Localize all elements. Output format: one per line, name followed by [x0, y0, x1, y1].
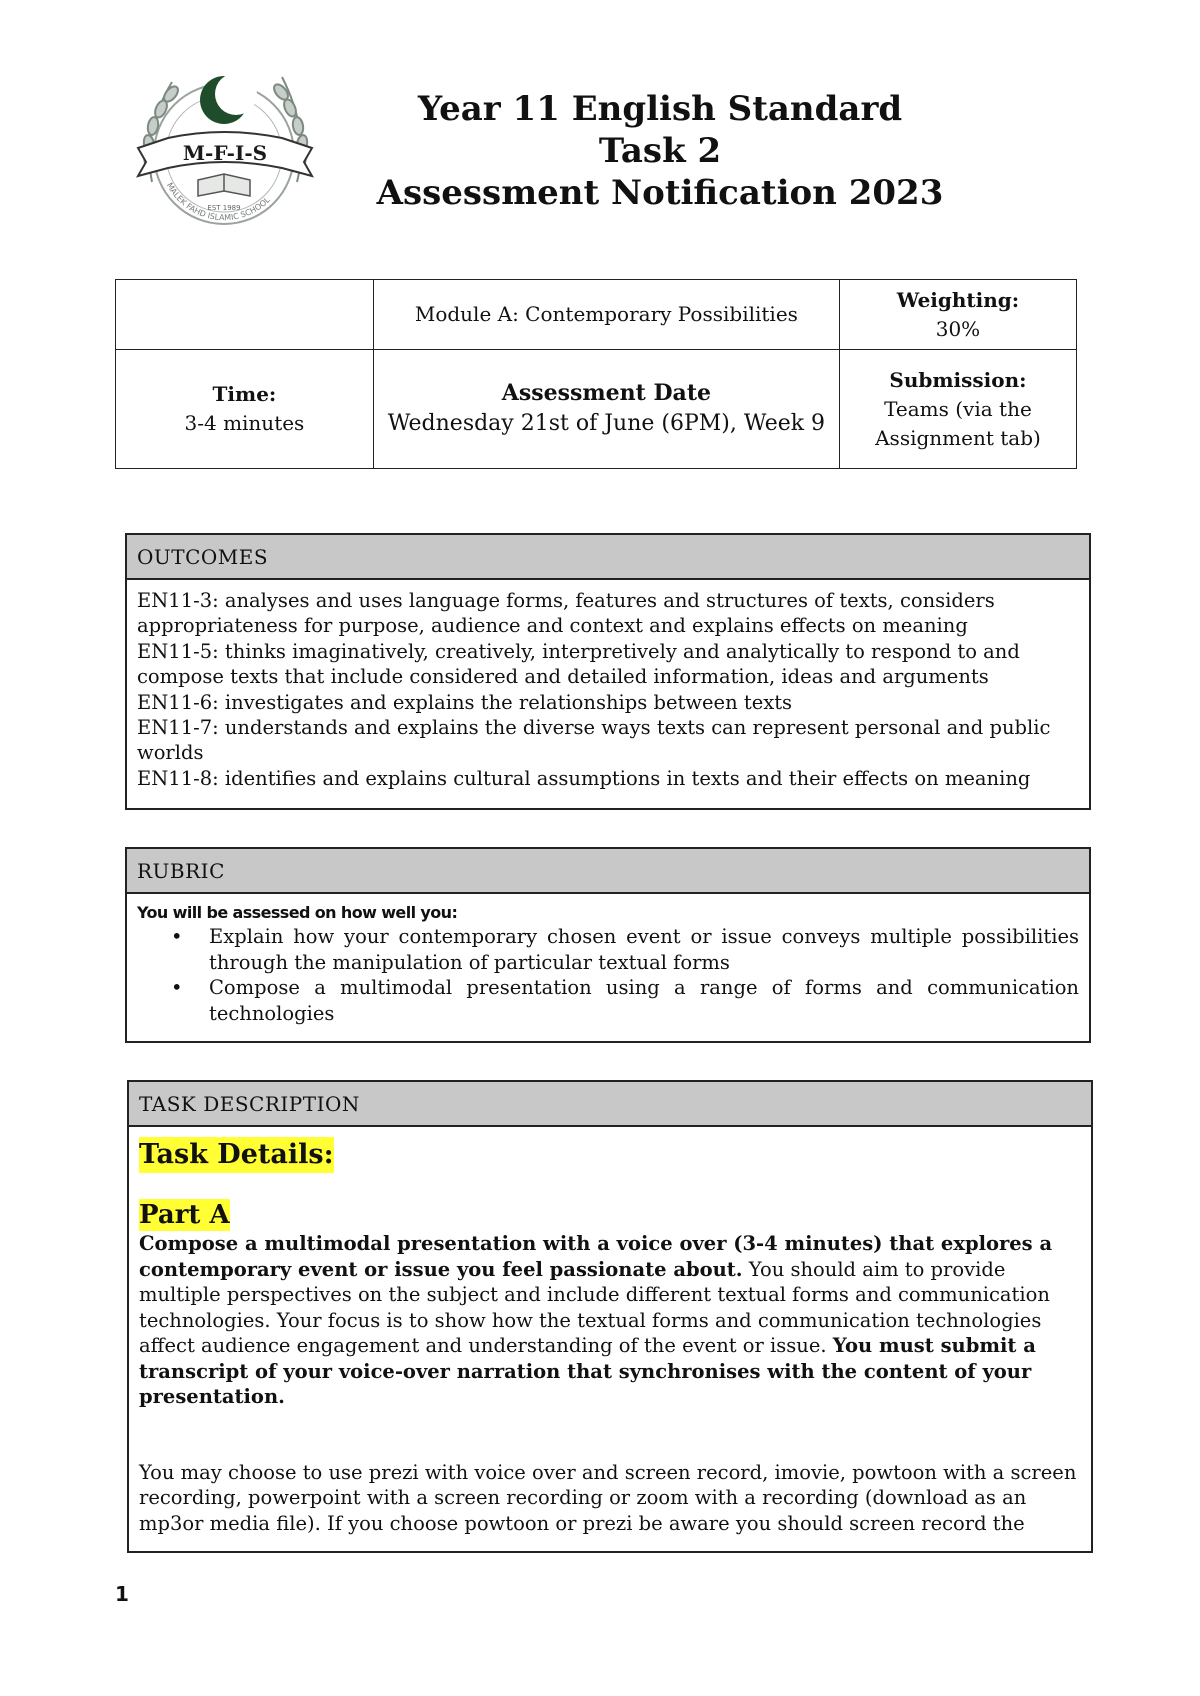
part-a-body: You should aim to provide multiple perspectives on the subject and include different textual forms and communication technologies. Your focus is to show how the textual forms and communication technologies affect audience engagement and understanding of the event or issue. [139, 1257, 1050, 1357]
assessment-date-cell [373, 350, 839, 469]
logo-est-text: EST 1989 [207, 204, 241, 212]
assessment-info-table [115, 279, 1077, 469]
task-description-body [129, 1127, 1091, 1544]
school-crest-icon [132, 52, 332, 242]
outcomes-heading: OUTCOMES [127, 535, 1089, 580]
logo-ring-text: MALEK FAHD ISLAMIC SCHOOL [164, 181, 272, 223]
document-title [340, 88, 980, 214]
assessment-date-value: Wednesday 21st of June (6PM), Week 9 [387, 410, 826, 436]
outcome-line: EN11-6: investigates and explains the relationships between texts [137, 690, 793, 714]
title-line-3: Assessment Notification 2023 [376, 173, 944, 213]
outcomes-list [127, 580, 1089, 799]
tools-paragraph: You may choose to use prezi with voice over and screen record, imovie, powtoon with a screen recording, powerpoint with a screen recording or zoom with a recording (download as an mp3or media file). If you choose powtoon or prezi be aware you should screen record the [139, 1460, 1077, 1535]
weighting-cell [839, 280, 1076, 350]
weighting-label: Weighting: [896, 287, 1020, 312]
part-a-bold-intro: Compose a multimodal presentation with a voice over (3-4 minutes) that explores a contemporary event or issue you feel passionate about. [139, 1232, 1053, 1281]
rubric-box [125, 847, 1091, 1043]
school-logo [132, 52, 332, 242]
title-line-1: Year 11 English Standard [417, 89, 903, 129]
outcome-line: EN11-8: identifies and explains cultural assumptions in texts and their effects on meaning [137, 766, 1031, 790]
submission-value-line-2: Assignment tab) [875, 425, 1041, 450]
empty-cell [116, 280, 374, 350]
page-number: 1 [115, 1582, 129, 1606]
outcome-line: compose texts that include considered and detailed information, ideas and arguments [137, 665, 989, 689]
rubric-intro: You will be assessed on how well you: [137, 903, 458, 922]
rubric-item-text: Explain how your contemporary chosen event or issue conveys multiple possibilities through the manipulation of particular textual forms [209, 925, 1079, 974]
title-line-2: Task 2 [598, 131, 722, 171]
rubric-item-text: Compose a multimodal presentation using a range of forms and communication technologies [209, 976, 1079, 1025]
rubric-heading: RUBRIC [127, 849, 1089, 894]
task-details-title: Task Details: [139, 1137, 334, 1173]
task-description-box [127, 1080, 1093, 1553]
submission-value-line-1: Teams (via the [884, 396, 1032, 421]
task-description-heading: TASK DESCRIPTION [129, 1082, 1091, 1127]
part-a-paragraph [139, 1231, 1081, 1410]
submission-cell [839, 350, 1076, 469]
time-cell [116, 350, 374, 469]
submission-label: Submission: [889, 367, 1027, 392]
time-label: Time: [212, 382, 277, 406]
module-cell [373, 280, 839, 350]
rubric-item [137, 975, 1079, 1026]
module-name: Module A: Contemporary Possibilities [414, 302, 798, 326]
outcomes-box [125, 533, 1091, 810]
bullet-icon: • [171, 925, 183, 948]
part-a-bold-requirement: You must submit a transcript of your voice-over narration that synchronises with the content of your presentation. [139, 1334, 1036, 1408]
weighting-value: 30% [935, 316, 981, 341]
outcome-line: worlds [137, 741, 204, 765]
outcome-line: EN11-5: thinks imaginatively, creatively, interpretively and analytically to respond to and [137, 639, 1020, 663]
part-a-title: Part A [139, 1200, 230, 1230]
outcome-line: appropriateness for purpose, audience and context and explains effects on meaning [137, 614, 968, 638]
bullet-icon: • [171, 976, 183, 999]
logo-banner-text: M-F-I-S [182, 141, 268, 165]
time-value: 3-4 minutes [184, 411, 305, 435]
outcome-line: EN11-7: understands and explains the diverse ways texts can represent personal and public [137, 716, 1051, 740]
rubric-item [137, 924, 1079, 975]
assessment-date-label: Assessment Date [501, 379, 711, 406]
rubric-body [127, 894, 1089, 1034]
rubric-list [137, 924, 1079, 1026]
outcome-line: EN11-3: analyses and uses language forms, features and structures of texts, considers [137, 589, 995, 612]
